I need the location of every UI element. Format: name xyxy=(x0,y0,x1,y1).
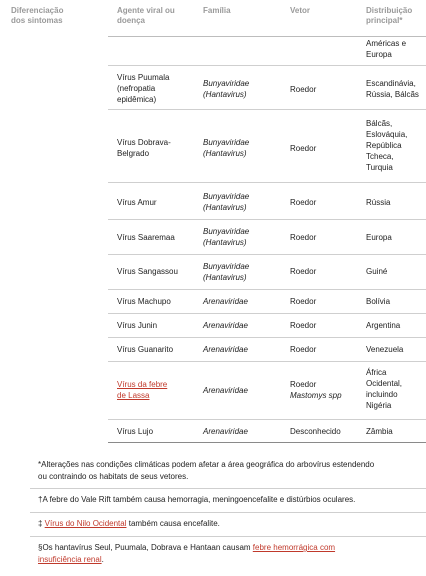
hemorrhagic-fever-link-cont[interactable]: insuficiência renal xyxy=(38,555,102,564)
cell-vector-lujo: Desconhecido xyxy=(290,427,341,436)
cell-dist-guanarito: Venezuela xyxy=(366,345,404,354)
header-family: Família xyxy=(203,6,231,15)
cell-agent-dobrava: Vírus Dobrava- Belgrado xyxy=(117,138,171,158)
cell-dist-dobrava: Bálcãs, Eslováquia, República Tcheca, Turquia xyxy=(366,119,408,172)
header-symptoms: Diferenciação dos sintomas xyxy=(11,6,64,25)
cell-vector-lassa: Roedor Mastomys spp xyxy=(290,380,342,400)
cell-family-junin: Arenaviridae xyxy=(203,321,248,330)
cell-family-sangassou: Bunyaviridae (Hantavirus) xyxy=(203,262,250,282)
cell-agent-puumala: Vírus Puumala (nefropatia epidêmica) xyxy=(117,73,170,104)
header-agent: Agente viral ou doença xyxy=(117,6,175,25)
cell-vector-dobrava: Roedor xyxy=(290,144,317,153)
row-divider xyxy=(108,337,426,338)
header-vector: Vetor xyxy=(290,6,311,15)
cell-agent-saaremaa: Vírus Saaremaa xyxy=(117,233,175,242)
cell-dist-machupo: Bolívia xyxy=(366,297,391,306)
cell-agent-sangassou: Vírus Sangassou xyxy=(117,267,178,276)
cell-family-amur: Bunyaviridae (Hantavirus) xyxy=(203,192,250,212)
row-divider xyxy=(108,65,426,66)
cell-family-dobrava: Bunyaviridae (Hantavirus) xyxy=(203,138,250,158)
cell-dist-saaremaa: Europa xyxy=(366,233,392,242)
row-divider xyxy=(108,313,426,314)
cell-dist-lujo: Zâmbia xyxy=(366,427,393,436)
cell-family-saaremaa: Bunyaviridae (Hantavirus) xyxy=(203,227,250,247)
cell-vector-guanarito: Roedor xyxy=(290,345,317,354)
cell-vector-junin: Roedor xyxy=(290,321,317,330)
carry-over-distribution: Américas e Europa xyxy=(366,39,407,59)
row-divider xyxy=(108,109,426,110)
table-bottom-rule xyxy=(108,442,426,443)
row-divider xyxy=(108,219,426,220)
footnote-divider xyxy=(30,488,426,489)
cell-family-machupo: Arenaviridae xyxy=(203,297,248,306)
cell-dist-amur: Rússia xyxy=(366,198,391,207)
row-divider xyxy=(108,361,426,362)
row-divider xyxy=(108,254,426,255)
cell-agent-machupo: Vírus Machupo xyxy=(117,297,171,306)
cell-vector-amur: Roedor xyxy=(290,198,317,207)
cell-family-guanarito: Arenaviridae xyxy=(203,345,248,354)
cell-dist-sangassou: Guiné xyxy=(366,267,388,276)
cell-agent-lujo: Vírus Lujo xyxy=(117,427,154,436)
footnote-rift-valley: †A febre do Vale Rift também causa hemorragia, meningoencefalite e distúrbios oculares. xyxy=(38,495,356,504)
cell-vector-puumala: Roedor xyxy=(290,85,317,94)
row-divider xyxy=(108,182,426,183)
cell-dist-lassa: África Ocidental, incluindo Nigéria xyxy=(366,368,403,410)
cell-family-lassa: Arenaviridae xyxy=(203,386,248,395)
row-divider xyxy=(108,419,426,420)
footnote-hantavirus: §Os hantavírus Seul, Puumala, Dobrava e Hantaan causam febre hemorrágica com insuficiência renal. xyxy=(38,543,336,564)
footnote-west-nile: ‡ Vírus do Nilo Ocidental também causa encefalite. xyxy=(38,519,220,528)
header-divider xyxy=(108,36,426,37)
hemorrhagic-fever-link[interactable]: febre hemorrágica com xyxy=(252,543,336,552)
cell-vector-sangassou: Roedor xyxy=(290,267,317,276)
cell-agent-guanarito: Vírus Guanarito xyxy=(117,345,174,354)
row-divider xyxy=(108,289,426,290)
cell-dist-junin: Argentina xyxy=(366,321,401,330)
cell-family-puumala: Bunyaviridae (Hantavirus) xyxy=(203,79,250,99)
header-distribution: Distribuição principal* xyxy=(366,6,413,25)
cell-vector-saaremaa: Roedor xyxy=(290,233,317,242)
cell-agent-amur: Vírus Amur xyxy=(117,198,157,207)
footnote-divider xyxy=(30,536,426,537)
cell-agent-junin: Vírus Junin xyxy=(117,321,158,330)
lassa-fever-link[interactable]: Vírus da febre de Lassa xyxy=(117,380,168,400)
footnote-divider xyxy=(30,512,426,513)
cell-dist-puumala: Escandinávia, Rússia, Bálcãs xyxy=(366,79,419,99)
west-nile-link[interactable]: Vírus do Nilo Ocidental xyxy=(44,519,127,528)
cell-vector-machupo: Roedor xyxy=(290,297,317,306)
footnote-climate: *Alterações nas condições climáticas podem afetar a área geográfica do arbovírus estendendo ou contraindo os habitats de seus vetores. xyxy=(38,460,375,481)
cell-family-lujo: Arenaviridae xyxy=(203,427,248,436)
